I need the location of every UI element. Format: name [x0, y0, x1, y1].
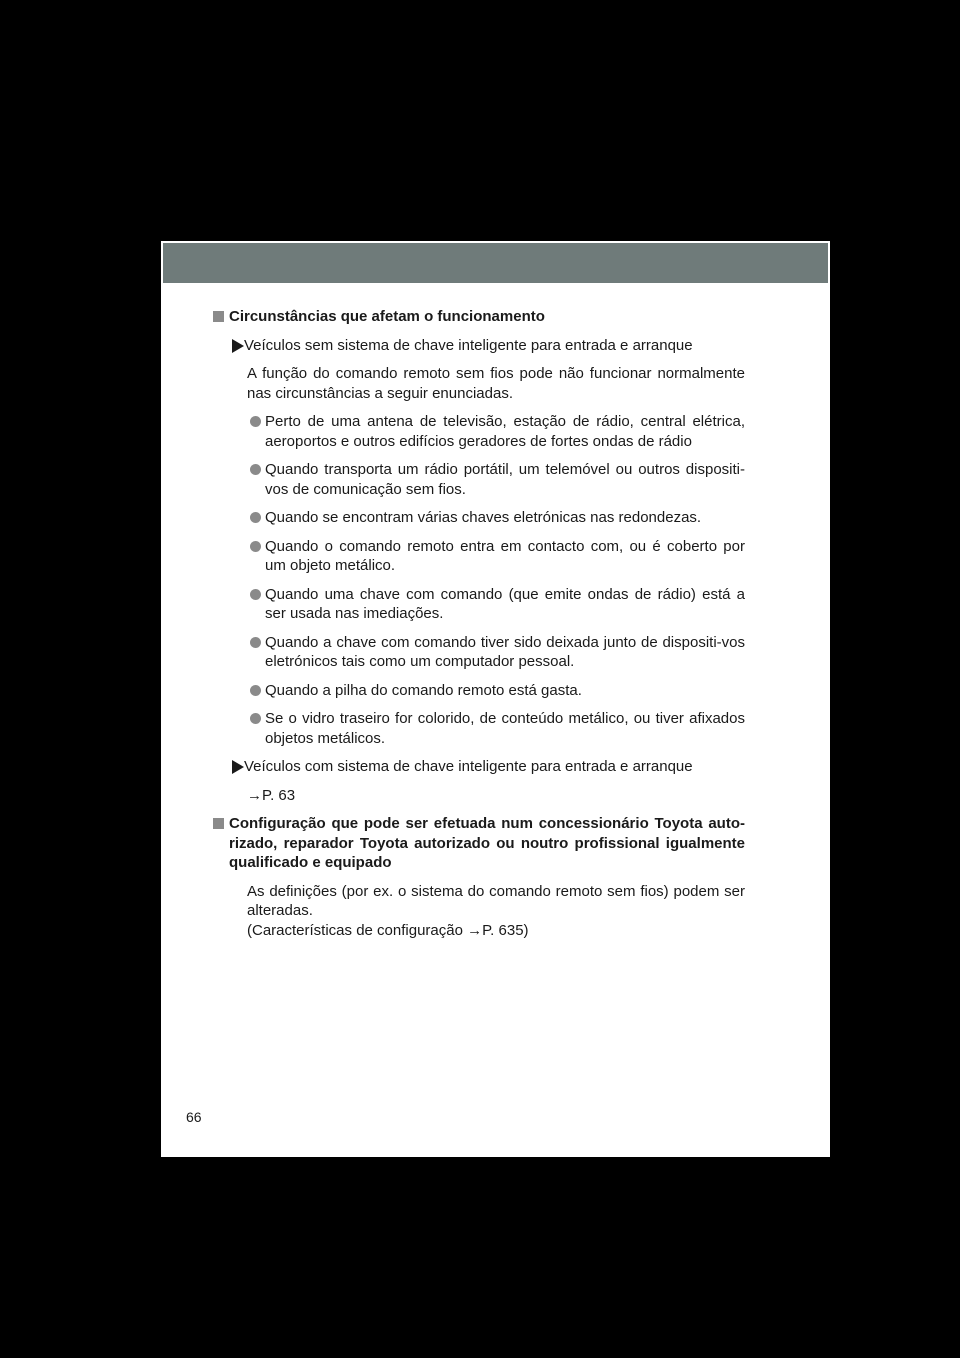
- list-item: [213, 412, 745, 451]
- list-item: [213, 508, 745, 528]
- manual-page: [161, 241, 830, 1157]
- circle-bullet-icon: [250, 464, 261, 475]
- list-item: [213, 585, 745, 624]
- subheading-with-smart-key: [213, 757, 745, 777]
- list-item: [213, 681, 745, 701]
- circle-bullet-icon: [250, 713, 261, 724]
- list-item-text: Quando a chave com comando tiver sido deixada junto de dispositi-vos eletrónicos tais como um computador pessoal.: [265, 633, 745, 670]
- section-heading-text: Configuração que pode ser efetuada num concessionário Toyota auto-rizado, reparador Toyota autorizado ou noutro profissional igualmente qualificado e equipado: [229, 815, 745, 871]
- list-item-text: Se o vidro traseiro for colorido, de conteúdo metálico, ou tiver afixados objetos metálicos.: [265, 710, 745, 747]
- page-content: [213, 307, 745, 940]
- list-item: [213, 537, 745, 576]
- list-item-text: Quando transporta um rádio portátil, um telemóvel ou outros dispositi-vos de comunicação sem fios.: [265, 461, 745, 498]
- circle-bullet-icon: [250, 685, 261, 696]
- circle-bullet-icon: [250, 637, 261, 648]
- circle-bullet-icon: [250, 512, 261, 523]
- triangle-pointer-icon: [232, 339, 244, 353]
- square-bullet-icon: [213, 818, 224, 829]
- list-item-text: Quando se encontram várias chaves eletrónicas nas redondezas.: [265, 509, 702, 526]
- section-heading-configuration: [213, 814, 745, 873]
- subheading-text: Veículos com sistema de chave inteligente para entrada e arranque: [244, 758, 693, 775]
- configuration-text: As definições (por ex. o sistema do comando remoto sem fios) podem ser alteradas.: [247, 882, 745, 919]
- list-item-text: Perto de uma antena de televisão, estação de rádio, central elétrica, aeroportos e outros edifícios geradores de fortes ondas de rádio: [265, 413, 745, 450]
- list-item: [213, 460, 745, 499]
- header-bar: [163, 243, 828, 283]
- list-item: [213, 633, 745, 672]
- configuration-reference: (Características de configuração →P. 635): [247, 921, 529, 939]
- list-item-text: Quando uma chave com comando (que emite ondas de rádio) está a ser usada nas imediações.: [265, 585, 745, 622]
- list-item-text: Quando o comando remoto entra em contacto com, ou é coberto por um objeto metálico.: [265, 537, 745, 574]
- section-heading-text: Circunstâncias que afetam o funcionamento: [229, 308, 545, 325]
- subheading-without-smart-key: [213, 336, 745, 356]
- triangle-pointer-icon: [232, 760, 244, 774]
- intro-paragraph: A função do comando remoto sem fios pode não funcionar normalmente nas circunstâncias a seguir enunciadas.: [247, 365, 745, 402]
- circle-bullet-icon: [250, 541, 261, 552]
- page-reference: →P. 63: [247, 786, 296, 804]
- list-item: [213, 709, 745, 748]
- circle-bullet-icon: [250, 416, 261, 427]
- square-bullet-icon: [213, 311, 224, 322]
- circle-bullet-icon: [250, 589, 261, 600]
- page-number: 66: [186, 1109, 202, 1125]
- list-item-text: Quando a pilha do comando remoto está gasta.: [265, 681, 582, 699]
- section-heading-circumstances: [213, 307, 745, 327]
- subheading-text: Veículos sem sistema de chave inteligente para entrada e arranque: [244, 336, 693, 354]
- configuration-paragraph: [213, 882, 745, 941]
